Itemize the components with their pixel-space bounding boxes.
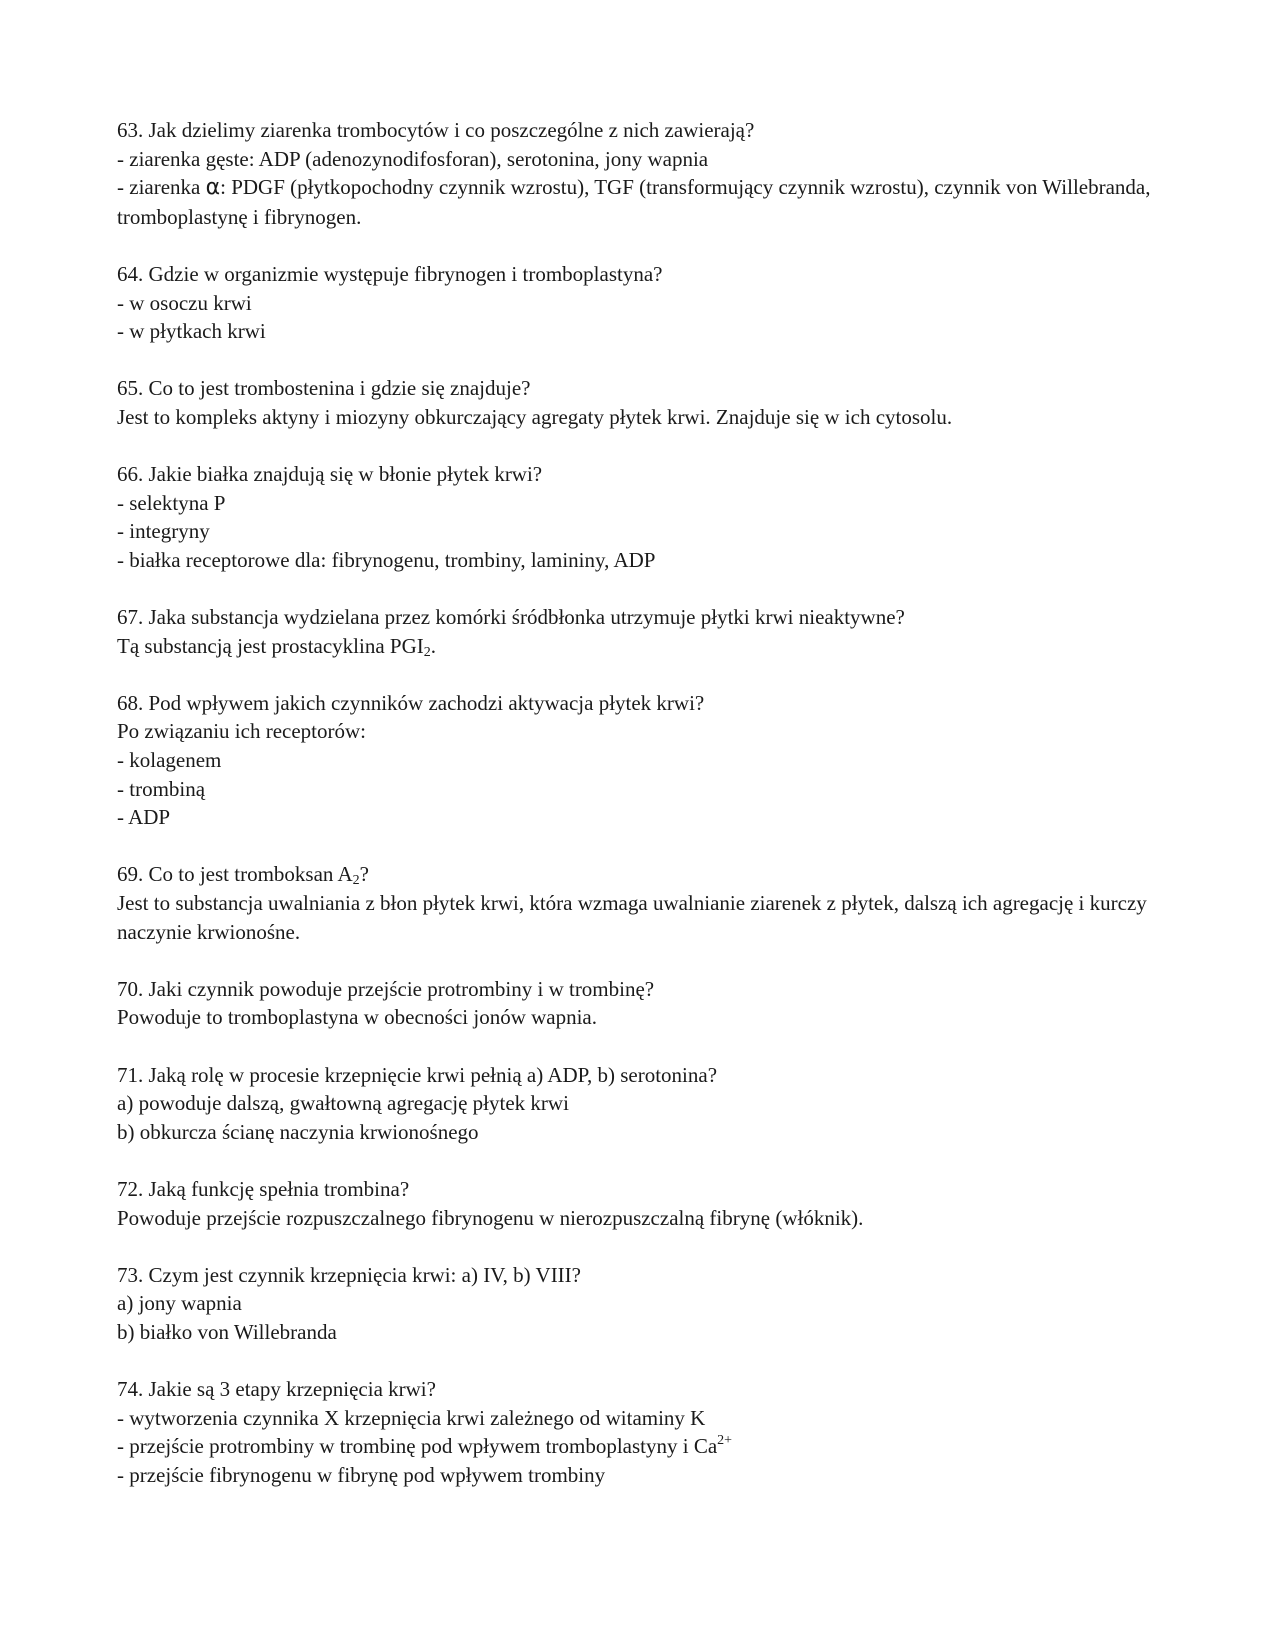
answer-line: - białka receptorowe dla: fibrynogenu, trombiny, lamininy, ADP: [117, 547, 656, 572]
question-block-70: [117, 975, 1177, 1032]
question-text: 71. Jaką rolę w procesie krzepnięcie krwi pełnią a) ADP, b) serotonina?: [117, 1062, 718, 1087]
question-text: 66. Jakie białka znajdują się w błonie płytek krwi?: [117, 462, 543, 487]
answer-line: - w płytkach krwi: [117, 319, 266, 344]
answer-line: - kolagenem: [117, 748, 222, 773]
answer-line: - przejście fibrynogenu w fibrynę pod wpływem trombiny: [117, 1462, 606, 1487]
question-part: 69. Co to jest tromboksan A: [117, 862, 353, 887]
question-block-64: [117, 260, 1177, 346]
answer-line: a) jony wapnia: [117, 1291, 242, 1316]
question-text: 64. Gdzie w organizmie występuje fibrynogen i tromboplastyna?: [117, 261, 663, 286]
question-end: ?: [359, 862, 369, 887]
answer-line: - trombiną: [117, 776, 206, 801]
question-block-69: [117, 860, 1177, 946]
answer-end: .: [430, 633, 437, 658]
answer-line: Jest to kompleks aktyny i miozyny obkurczający agregaty płytek krwi. Znajduje się w ich cytosolu.: [117, 404, 953, 429]
answer-line: Powoduje przejście rozpuszczalnego fibrynogenu w nierozpuszczalną fibrynę (włóknik).: [117, 1205, 864, 1230]
question-block-63: [117, 116, 1177, 231]
answer-line: Jest to substancja uwalniania z błon płytek krwi, która wzmaga uwalnianie ziarenek z płytek, dalszą ich agregację i kurczy naczynie krwionośne.: [117, 891, 1147, 944]
answer-line: - wytworzenia czynnika X krzepnięcia krwi zależnego od witaminy K: [117, 1405, 706, 1430]
answer-prefix: - ziarenka: [117, 175, 206, 200]
question-text: [117, 860, 1177, 889]
answer-line: - selektyna P: [117, 490, 226, 515]
superscript: 2+: [717, 1433, 733, 1449]
question-block-71: [117, 1061, 1177, 1147]
question-block-66: [117, 460, 1177, 574]
question-block-65: [117, 374, 1177, 431]
question-text: 72. Jaką funkcję spełnia trombina?: [117, 1176, 410, 1201]
question-block-74: [117, 1375, 1177, 1489]
question-text: 63. Jak dzielimy ziarenka trombocytów i co poszczególne z nich zawierają?: [117, 118, 755, 142]
answer-rest: : PDGF (płytkopochodny czynnik wzrostu), TGF (transformujący czynnik wzrostu), czynnik von Willebranda, tromboplastynę i fibrynogen.: [117, 175, 1151, 229]
alpha-symbol: α: [205, 175, 221, 201]
question-block-68: [117, 689, 1177, 832]
answer-line: - w osoczu krwi: [117, 290, 252, 315]
answer-line: Po związaniu ich receptorów:: [117, 719, 366, 744]
answer-line: b) białko von Willebranda: [117, 1319, 337, 1344]
document-content: [117, 116, 1177, 1518]
answer-line: - ADP: [117, 805, 171, 830]
answer-line: - ziarenka gęste: ADP (adenozynodifosforan), serotonina, jony wapnia: [117, 146, 709, 171]
question-block-67: [117, 603, 1177, 660]
question-text: 68. Pod wpływem jakich czynników zachodzi aktywacja płytek krwi?: [117, 690, 705, 715]
answer-line: - integryny: [117, 519, 210, 544]
question-text: 74. Jakie są 3 etapy krzepnięcia krwi?: [117, 1377, 436, 1402]
subscript: 2: [423, 644, 431, 660]
question-text: 70. Jaki czynnik powoduje przejście protrombiny i w trombinę?: [117, 976, 655, 1001]
subscript: 2: [352, 873, 360, 889]
question-block-73: [117, 1261, 1177, 1347]
question-text: 67. Jaka substancja wydzielana przez komórki śródbłonka utrzymuje płytki krwi nieaktywne?: [117, 605, 905, 630]
question-text: 73. Czym jest czynnik krzepnięcia krwi: a) IV, b) VIII?: [117, 1262, 581, 1287]
answer-text: Tą substancją jest prostacyklina PGI: [117, 633, 424, 658]
answer-line: [117, 1432, 1177, 1461]
question-block-72: [117, 1175, 1177, 1232]
answer-line: [117, 632, 1177, 661]
answer-line: a) powoduje dalszą, gwałtowną agregację płytek krwi: [117, 1091, 569, 1116]
answer-line: [117, 173, 1177, 231]
answer-text: - przejście protrombiny w trombinę pod wpływem tromboplastyny i Ca: [117, 1434, 718, 1459]
answer-line: b) obkurcza ścianę naczynia krwionośnego: [117, 1119, 479, 1144]
question-text: 65. Co to jest trombostenina i gdzie się znajduje?: [117, 376, 531, 401]
answer-line: Powoduje to tromboplastyna w obecności jonów wapnia.: [117, 1005, 598, 1030]
